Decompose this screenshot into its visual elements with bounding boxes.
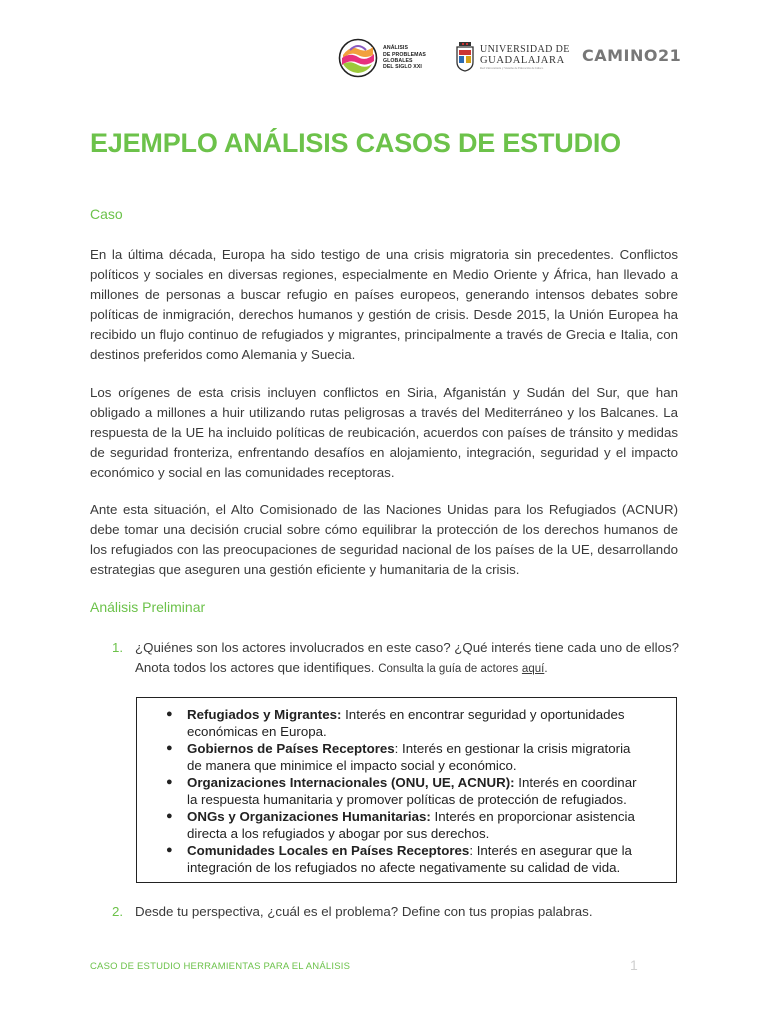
list-item [137, 740, 676, 774]
udg-crest-icon [456, 42, 474, 72]
guide-link[interactable]: aquí [521, 663, 545, 675]
analisis-logo-icon [338, 38, 378, 78]
question-2 [112, 902, 682, 922]
question-1 [112, 638, 682, 679]
actor-name: ONGs y Organizaciones Humanitarias: [187, 809, 431, 824]
actor-description: Interés en encontrar seguridad y oportunidades económicas en Europa. [187, 707, 625, 739]
udg-line-1: UNIVERSIDAD DE [480, 43, 570, 55]
list-item [137, 706, 676, 740]
header [336, 36, 682, 84]
list-item [137, 774, 676, 808]
logo-text-line: DEL SIGLO XXI [383, 64, 422, 71]
udg-line-2: GUADALAJARA [480, 54, 565, 66]
bullet: ● [166, 708, 173, 720]
actor-description: Interés en coordinar la respuesta humanitaria y promover políticas de protección de refugiados. [187, 775, 637, 807]
logo-text-line: DE PROBLEMAS [383, 51, 426, 58]
question-end: . [544, 663, 548, 675]
paragraph: Los orígenes de esta crisis incluyen conflictos en Siria, Afganistán y Sudán del Sur, que han obligado a millones a huir utilizando rutas peligrosas a través del Mediterráneo y los Balcanes. La respuesta de la UE ha incluido políticas de reubicación, acuerdos con países de tránsito y medidas de seguridad fronteriza, enfrentando desafíos en alojamiento, integración, seguridad y el impacto económico y social en las comunidades receptoras. [90, 385, 678, 480]
actors-box [136, 697, 677, 883]
paragraph: Ante esta situación, el Alto Comisionado de las Naciones Unidas para los Refugiados (ACNUR) debe tomar una decisión crucial sobre cómo equilibrar la protección de los derechos humanos de los refugiados con las preocupaciones de seguridad nacional de los países de la UE, desarrollando estrategias que aseguren una gestión eficiente y humanitaria de la crisis. [90, 502, 678, 577]
bullet: ● [166, 844, 173, 856]
question-number: 1. [112, 640, 124, 655]
footer-right-text: HERRAMIENTAS PARA EL ANÁLISIS [183, 961, 351, 972]
udg-logo [456, 42, 570, 72]
footer [90, 961, 350, 972]
camino21-logo: CAMINO21 [582, 46, 682, 65]
question-number: 2. [112, 904, 124, 919]
actor-description: : Interés en gestionar la crisis migratoria de manera que minimice el impacto social y económico. [187, 741, 631, 773]
actor-name: Gobiernos de Países Receptores [187, 741, 395, 756]
question-text-main: ¿Quiénes son los actores involucrados en este caso? ¿Qué interés tiene cada uno de ellos? Anota todos los actores que identifiques. [135, 640, 680, 675]
bullet: ● [166, 742, 173, 754]
actor-description: Interés en proporcionar asistencia directa a los refugiados y abogar por sus derechos. [187, 809, 635, 841]
section-heading-analisis: Análisis Preliminar [90, 599, 206, 615]
udg-logo-text [480, 45, 570, 70]
actor-name: Comunidades Locales en Países Receptores [187, 843, 470, 858]
section-heading-caso: Caso [90, 206, 123, 222]
actors-list [137, 698, 676, 876]
analisis-logo-text [383, 45, 426, 71]
list-item [137, 808, 676, 842]
actor-name: Refugiados y Migrantes: [187, 707, 342, 722]
bullet: ● [166, 776, 173, 788]
question-text [135, 638, 682, 679]
question-guide-text: Consulta la guía de actores [378, 663, 519, 675]
list-item [137, 842, 676, 876]
page-title: EJEMPLO ANÁLISIS CASOS DE ESTUDIO [90, 128, 621, 158]
paragraph: En la última década, Europa ha sido testigo de una crisis migratoria sin precedentes. Conflictos políticos y sociales en diversas regiones, especialmente en Medio Oriente y África, han llevado a millones de personas a buscar refugio en países europeos, generando intensos debates sobre políticas de inmigración, derechos humanos y gestión de crisis. Desde 2015, la Unión Europea ha recibido un flujo continuo de refugiados y migrantes, principalmente a través de Grecia e Italia, con destinos preferidos como Alemania y Suecia. [90, 247, 678, 362]
bullet: ● [166, 810, 173, 822]
question-text: Desde tu perspectiva, ¿cuál es el problema? Define con tus propias palabras. [135, 904, 593, 919]
udg-line-3: Red Universitaria y Sistema de Educación de Jalisco [480, 65, 544, 70]
logo-text-line: GLOBALES [383, 58, 413, 64]
page-number: 1 [630, 957, 638, 973]
actor-description: : Interés en asegurar que la integración de los refugiados no afecte negativamente su calidad de vida. [187, 843, 632, 875]
actor-name: Organizaciones Internacionales (ONU, UE, ACNUR): [187, 775, 515, 790]
footer-left-text: CASO DE ESTUDIO [90, 961, 184, 972]
analisis-logo [338, 38, 426, 78]
logo-text-line: ANÁLISIS [383, 45, 409, 52]
